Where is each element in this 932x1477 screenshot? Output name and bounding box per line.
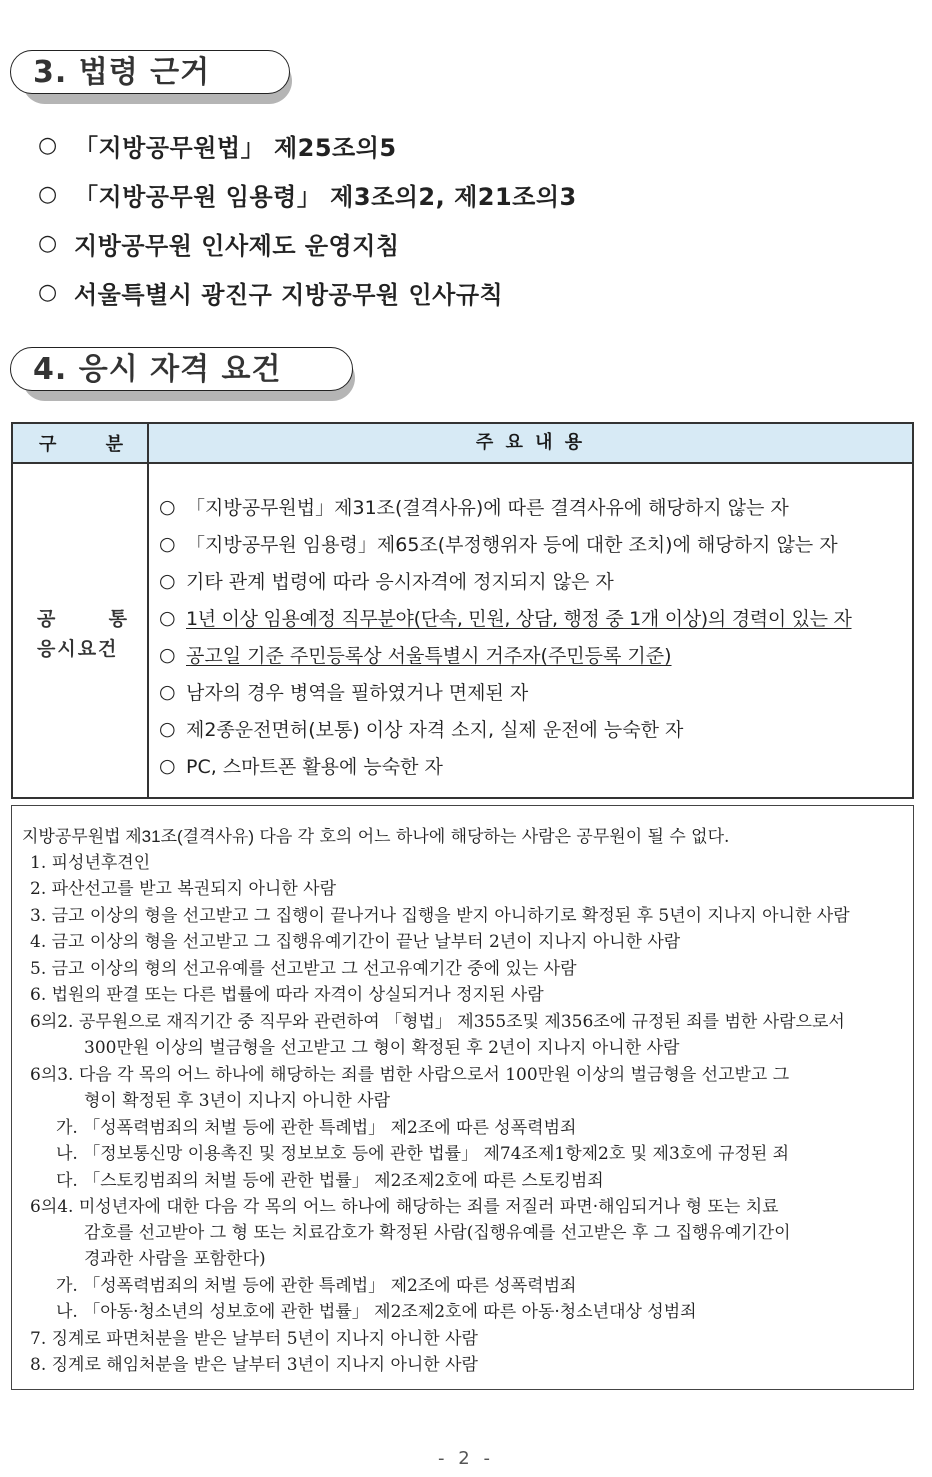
requirement-item	[159, 562, 852, 599]
circle-bullet-icon: ○	[159, 606, 176, 629]
page-number: - 2 -	[438, 1448, 494, 1469]
list-item	[38, 219, 577, 268]
article-line: 5. 금고 이상의 형의 선고유예를 선고받고 그 선고유예기간 중에 있는 사람	[30, 959, 577, 979]
section-4-header	[10, 347, 355, 395]
requirement-text: 1년 이상 임용예정 직무분야(단속, 민원, 상담, 행정 중 1개 이상)의 경력이 있는 자	[186, 608, 852, 630]
qualification-table	[11, 422, 914, 799]
circle-bullet-icon: ○	[159, 495, 176, 518]
requirement-text: 남자의 경우 병역을 필하였거나 면제된 자	[186, 682, 529, 704]
article-line: 나. 「아동·청소년의 성보호에 관한 법률」 제2조제2호에 따른 아동·청소년대상 성범죄	[56, 1302, 697, 1322]
header-main-content: 주 요 내 용	[475, 432, 586, 453]
requirements-list	[159, 488, 852, 784]
requirement-text: 제2종운전면허(보통) 이상 자격 소지, 실제 운전에 능숙한 자	[186, 719, 684, 741]
circle-bullet-icon: ○	[159, 643, 176, 666]
article-line: 8. 징계로 해임처분을 받은 날부터 3년이 지나지 아니한 사람	[30, 1355, 478, 1375]
header-category	[13, 424, 147, 462]
requirement-item	[159, 710, 852, 747]
article-line: 1. 피성년후견인	[30, 853, 151, 873]
requirement-text: 기타 관계 법령에 따라 응시자격에 정지되지 않은 자	[186, 571, 614, 593]
list-item-text: 지방공무원 인사제도 운영지침	[74, 232, 400, 260]
article-intro-title: 지방공무원법 제31조(결격사유)	[22, 827, 255, 846]
circle-bullet-icon: ○	[159, 680, 176, 703]
article-line: 가. 「성폭력범죄의 처벌 등에 관한 특례법」 제2조에 따른 성폭력범죄	[56, 1276, 577, 1296]
circle-bullet-icon: ○	[38, 133, 58, 158]
circle-bullet-icon: ○	[159, 754, 176, 777]
category-text: 통	[108, 608, 127, 630]
circle-bullet-icon: ○	[38, 280, 58, 305]
article-line: 6. 법원의 판결 또는 다른 법률에 따라 자격이 상실되거나 정지된 사람	[30, 985, 544, 1005]
category-line	[37, 604, 147, 634]
circle-bullet-icon: ○	[159, 569, 176, 592]
header-category-part: 분	[105, 434, 123, 455]
requirement-item	[159, 599, 852, 636]
article-line: 4. 금고 이상의 형을 선고받고 그 집행유예기간이 끝난 날부터 2년이 지나지 아니한 사람	[30, 932, 681, 952]
category-text: 공	[37, 608, 56, 630]
circle-bullet-icon: ○	[159, 717, 176, 740]
list-item	[38, 170, 577, 219]
list-item-text: 서울특별시 광진구 지방공무원 인사규칙	[74, 281, 504, 309]
article-line: 감호를 선고받아 그 형 또는 치료감호가 확정된 사람(집행유예를 선고받은 후 그 집행유예기간이	[84, 1223, 791, 1243]
article-line: 6의2. 공무원으로 재직기간 중 직무와 관련하여 「형법」 제355조및 제356조에 규정된 죄를 범한 사람으로서	[30, 1012, 845, 1032]
list-item-text: 「지방공무원법」 제25조의5	[74, 134, 397, 162]
article-line: 다. 「스토킹범죄의 처벌 등에 관한 법률」 제2조제2호에 따른 스토킹범죄	[56, 1171, 604, 1191]
list-item-text: 「지방공무원 임용령」 제3조의2, 제21조의3	[74, 183, 577, 211]
circle-bullet-icon: ○	[159, 532, 176, 555]
column-divider	[147, 424, 149, 797]
article-line: 나. 「정보통신망 이용촉진 및 정보보호 등에 관한 법률」 제74조제1항제2호 및 제3호에 규정된 죄	[56, 1144, 790, 1164]
article-line: 가. 「성폭력범죄의 처벌 등에 관한 특례법」 제2조에 따른 성폭력범죄	[56, 1118, 577, 1138]
category-common-requirements	[13, 604, 147, 664]
article-line: 2. 파산선고를 받고 복권되지 아니한 사람	[30, 879, 336, 899]
article-line: 3. 금고 이상의 형을 선고받고 그 집행이 끝나거나 집행을 받지 아니하기로 확정된 후 5년이 지나지 아니한 사람	[30, 906, 850, 926]
requirement-item	[159, 636, 852, 673]
section-3-title: 3. 법령 근거	[10, 50, 290, 94]
legal-basis-list	[38, 121, 577, 317]
section-3-header	[10, 50, 292, 98]
category-text: 응시요건	[37, 638, 119, 660]
article-intro-text: 다음 각 호의 어느 하나에 해당하는 사람은 공무원이 될 수 없다.	[254, 827, 730, 847]
article-line: 6의4. 미성년자에 대한 다음 각 목의 어느 하나에 해당하는 죄를 저질러 파면·해임되거나 형 또는 치료	[30, 1197, 779, 1217]
article-line: 6의3. 다음 각 목의 어느 하나에 해당하는 죄를 범한 사람으로서 100만원 이상의 벌금형을 선고받고 그	[30, 1065, 790, 1085]
article-intro	[22, 824, 729, 850]
section-4-title: 4. 응시 자격 요건	[10, 347, 353, 391]
requirement-item	[159, 488, 852, 525]
requirement-text: PC, 스마트폰 활용에 능숙한 자	[186, 756, 443, 778]
header-category-part: 구	[39, 434, 57, 455]
requirement-item	[159, 525, 852, 562]
article-line: 형이 확정된 후 3년이 지나지 아니한 사람	[84, 1091, 390, 1111]
article-line: 7. 징계로 파면처분을 받은 날부터 5년이 지나지 아니한 사람	[30, 1329, 478, 1349]
requirement-text: 공고일 기준 주민등록상 서울특별시 거주자(주민등록 기준)	[186, 645, 672, 667]
circle-bullet-icon: ○	[38, 182, 58, 207]
article-31-box	[11, 805, 914, 1390]
requirement-text: 「지방공무원법」제31조(결격사유)에 따른 결격사유에 해당하지 않는 자	[186, 497, 789, 519]
list-item	[38, 268, 577, 317]
list-item	[38, 121, 577, 170]
requirement-item	[159, 747, 852, 784]
requirement-text: 「지방공무원 임용령」제65조(부정행위자 등에 대한 조치)에 해당하지 않는 자	[186, 534, 838, 556]
article-line: 경과한 사람을 포함한다)	[84, 1249, 266, 1269]
requirement-item	[159, 673, 852, 710]
article-line: 300만원 이상의 벌금형을 선고받고 그 형이 확정된 후 2년이 지나지 아니한 사람	[84, 1038, 680, 1058]
circle-bullet-icon: ○	[38, 231, 58, 256]
